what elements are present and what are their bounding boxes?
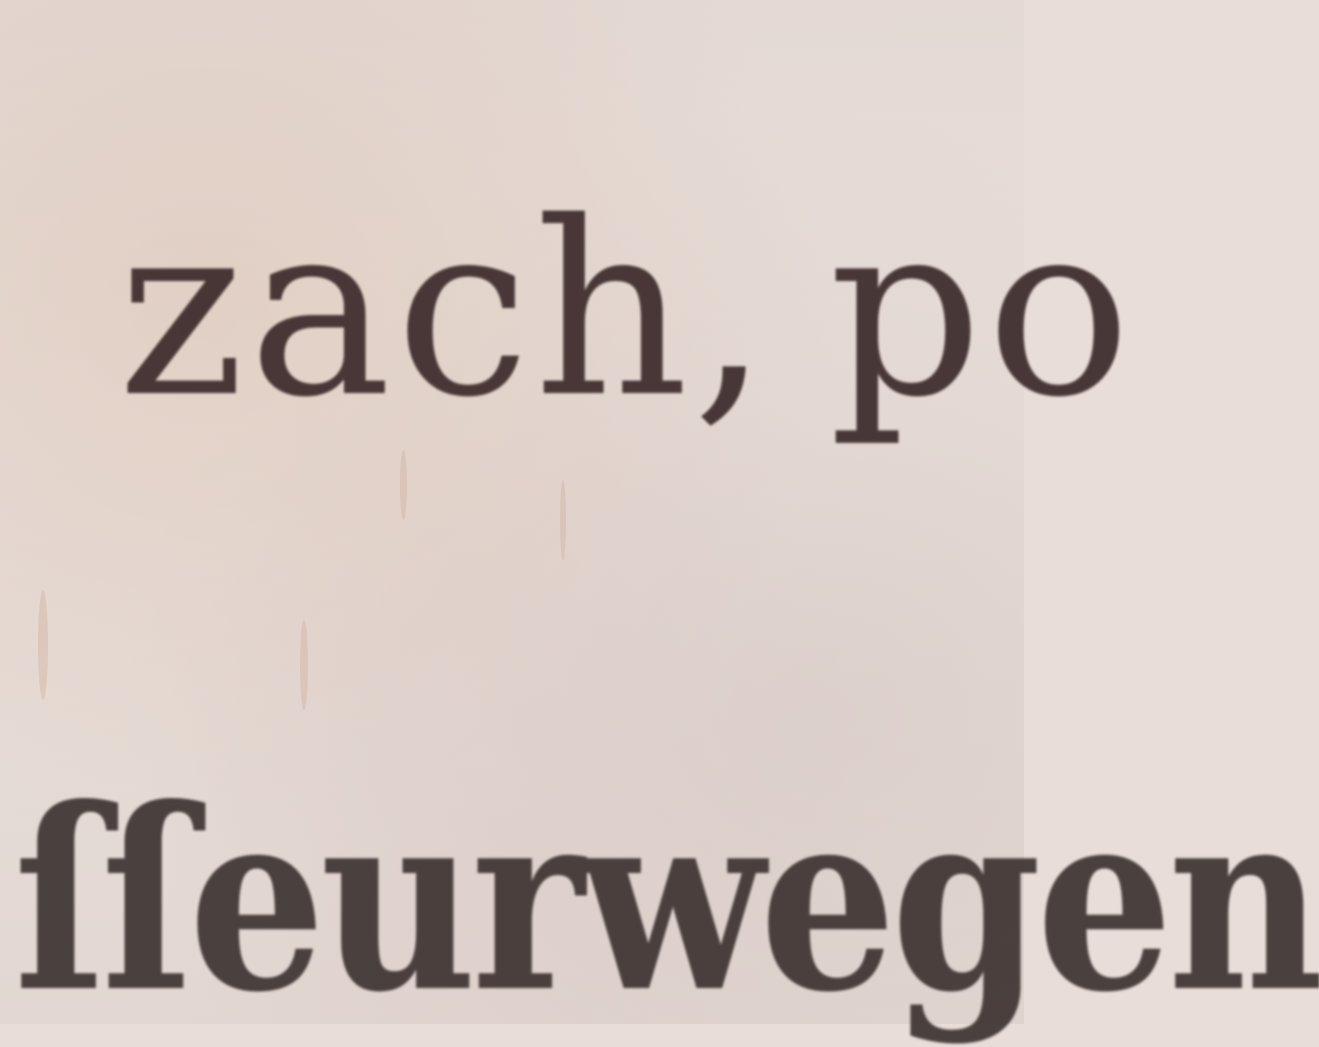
text-line-roman — [118, 170, 1135, 450]
paper-fiber — [560, 480, 566, 560]
paper-fiber — [38, 590, 48, 700]
word-fragment-po: po — [828, 170, 1135, 450]
word-zach: zach — [118, 170, 693, 450]
fraktur-word-fragment: ſſeurwegen — [14, 753, 1319, 1047]
paper-fiber — [400, 450, 407, 520]
paper-fiber — [300, 620, 308, 710]
text-line-fraktur — [14, 753, 1319, 1047]
comma: , — [692, 170, 773, 450]
